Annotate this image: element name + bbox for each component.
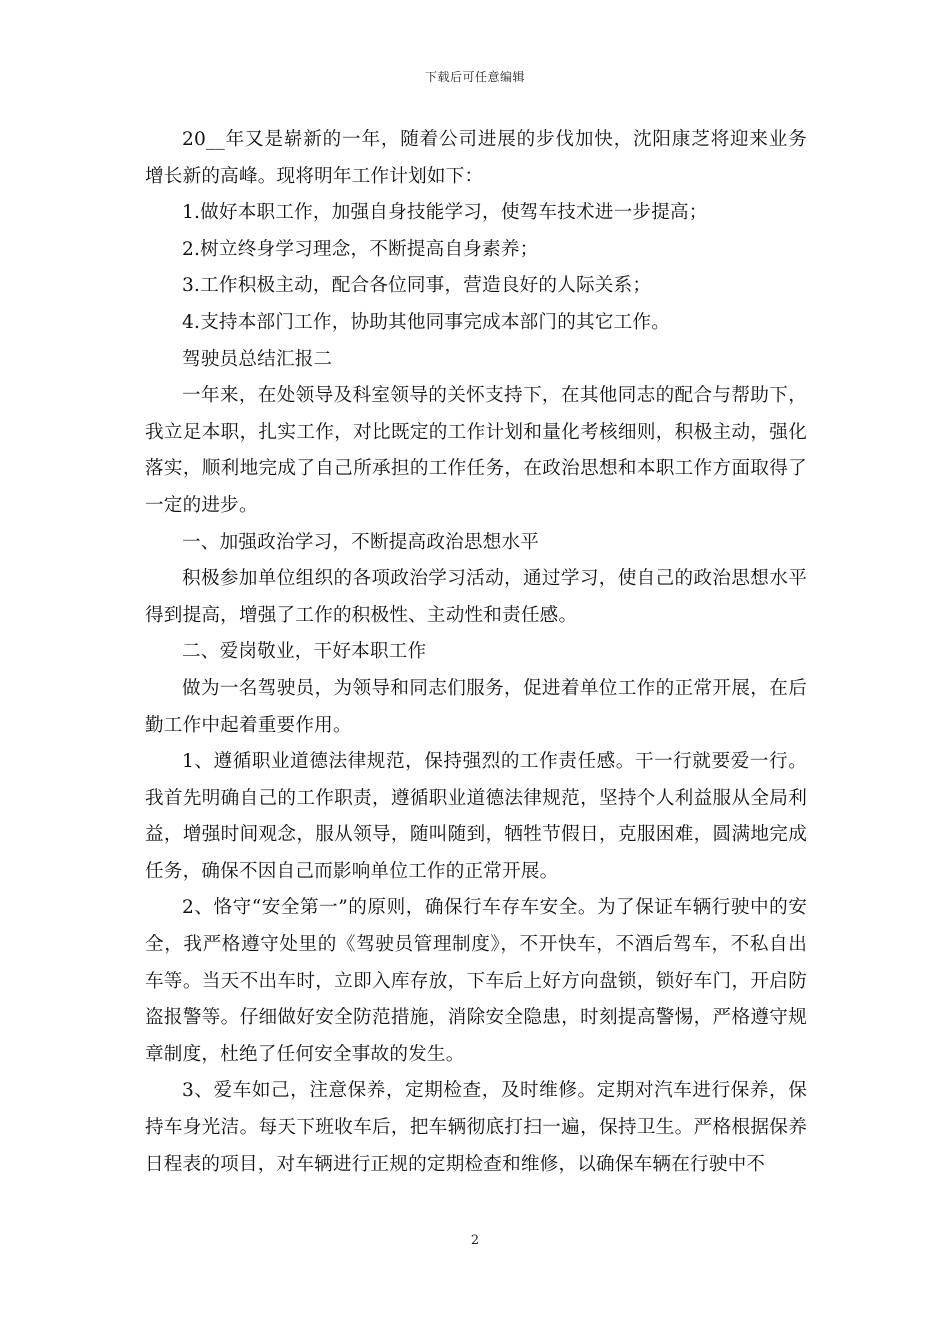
plan-item-4: 4.支持本部门工作，协助其他同事完成本部门的其它工作。 (182, 311, 670, 333)
heading-one: 一、加强政治学习，不断提高政治思想水平 (182, 531, 540, 553)
paragraph-intro: 20__年又是崭新的一年，随着公司进展的步伐加快，沈阳康芝将迎来业务增长新的高峰。现将明年工作计划如下： (145, 129, 807, 187)
plan-item-2: 2.树立终身学习理念，不断提高自身素养； (182, 238, 539, 260)
paragraph-role: 做为一名驾驶员，为领导和同志们服务，促进着单位工作的正常开展，在后勤工作中起着重要作用。 (145, 677, 807, 736)
paragraph-point-3: 3、爱车如己，注意保养，定期检查，及时维修。定期对汽车进行保养，保持车身光洁。每天下班收车后，把车辆彻底打扫一遍，保持卫生。严格根据保养日程表的项目，对车辆进行正规的定期检查和维修，以确保车辆在行驶中不 (145, 1080, 807, 1175)
paragraph-point-1: 1、遵循职业道德法律规范，保持强烈的工作责任感。干一行就要爱一行。我首先明确自己的工作职责，遵循职业道德法律规范，坚持个人利益服从全局利益，增强时间观念，服从领导，随叫随到，牺牲节假日，克服困难，圆满地完成任务，确保不因自己而影响单位工作的正常开展。 (145, 751, 807, 882)
plan-item-3: 3.工作积极主动，配合各位同事，营造良好的人际关系； (182, 275, 652, 297)
heading-two: 二、爱岗敬业，干好本职工作 (182, 641, 427, 663)
page-header: 下载后可任意编辑 (424, 70, 525, 84)
paragraph-point-2: 2、恪守“安全第一”的原则，确保行车存车安全。为了保证车辆行驶中的安全，我严格遵守处里的《驾驶员管理制度》，不开快车，不酒后驾车，不私自出车等。当天不出车时，立即入库存放，下车后上好方向盘锁，锁好车门，开启防盗报警等。仔细做好安全防范措施，消除安全隐患，时刻提高警惕，严格遵守规章制度，杜绝了任何安全事故的发生。 (145, 897, 807, 1065)
document-body (145, 122, 807, 1183)
paragraph-summary: 一年来，在处领导及科室领导的关怀支持下，在其他同志的配合与帮助下，我立足本职，扎实工作，对比既定的工作计划和量化考核细则，积极主动，强化落实，顺利地完成了自己所承担的工作任务，在政治思想和本职工作方面取得了一定的进步。 (145, 385, 807, 516)
plan-item-1: 1.做好本职工作，加强自身技能学习，使驾车技术进一步提高； (182, 202, 708, 224)
section-title: 驾驶员总结汇报二 (182, 348, 333, 370)
paragraph-study: 积极参加单位组织的各项政治学习活动，通过学习，使自己的政治思想水平得到提高，增强了工作的积极性、主动性和责任感。 (145, 568, 807, 626)
page-number: 2 (470, 1233, 480, 1248)
